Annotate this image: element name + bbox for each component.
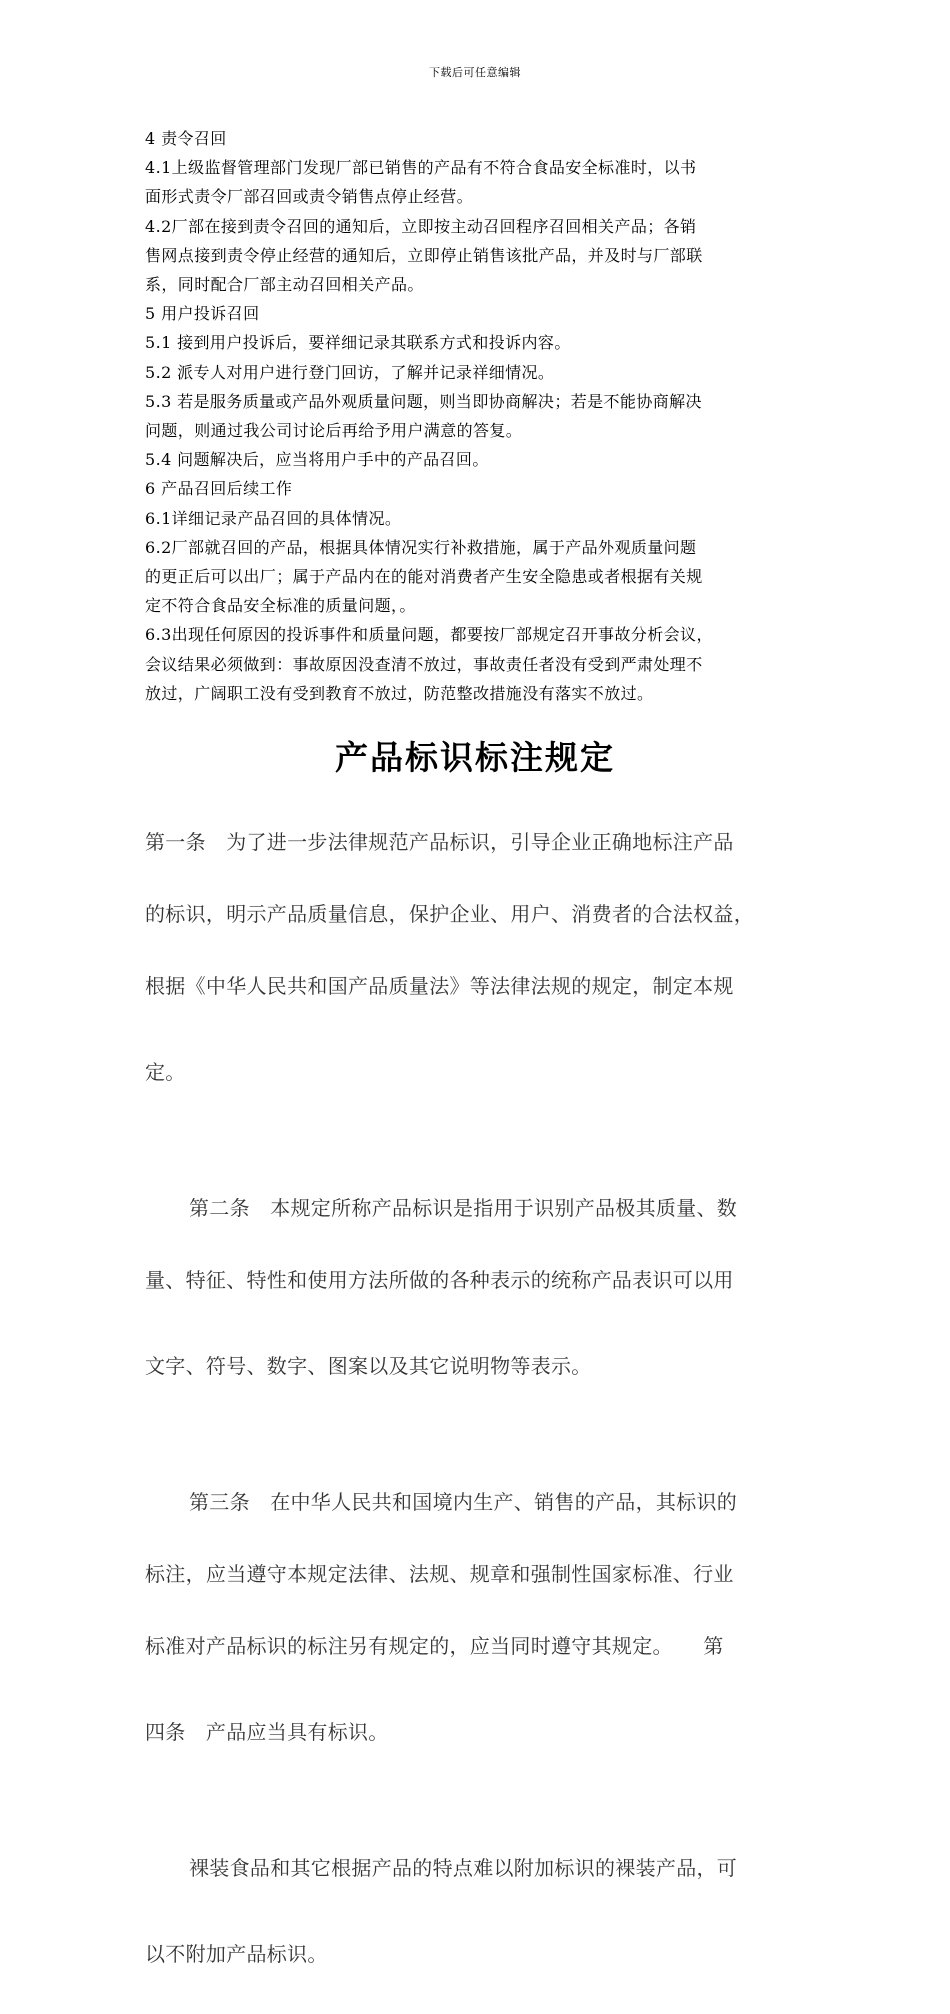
paragraph-line: 系，同时配合厂部主动召回相关产品。 [145, 275, 424, 295]
section-heading: 5 用户投诉召回 [145, 304, 260, 324]
article-line: 定。 [145, 1060, 186, 1084]
paragraph-line: 放过，广阔职工没有受到教育不放过，防范整改措施没有落实不放过。 [145, 683, 654, 703]
article-line: 根据《中华人民共和国产品质量法》等法律法规的规定，制定本规 [145, 974, 734, 998]
paragraph-line: 定不符合食品安全标准的质量问题，。 [145, 596, 416, 616]
article-line: 第一条 为了进一步法律规范产品标识，引导企业正确地标注产品 [145, 830, 734, 854]
section-heading: 6 产品召回后续工作 [145, 479, 293, 499]
article-line: 裸装食品和其它根据产品的特点难以附加标识的裸装产品，可 [189, 1856, 738, 1880]
article-line: 量、特征、特性和使用方法所做的各种表示的统称产品表识可以用 [145, 1268, 734, 1292]
paragraph-line: 6.3出现任何原因的投诉事件和质量问题，都要按厂部规定召开事故分析会议， [145, 625, 713, 645]
paragraph-line: 4.2厂部在接到责令召回的通知后，立即按主动召回程序召回相关产品；各销 [145, 216, 697, 236]
regulation-articles [145, 782, 817, 2014]
article-1 [145, 782, 817, 1132]
paragraph-line: 的更正后可以出厂；属于产品内在的能对消费者产生安全隐患或者根据有关规 [145, 567, 703, 587]
document-title: 产品标识标注规定 [335, 738, 615, 777]
paragraph-line: 面形式责令厂部召回或责令销售点停止经营。 [145, 187, 474, 207]
paragraph-line: 6.2厂部就召回的产品，根据具体情况实行补救措施，属于产品外观质量问题 [145, 537, 697, 557]
paragraph-line: 5.3 若是服务质量或产品外观质量问题，则当即协商解决；若是不能协商解决 [145, 391, 702, 411]
article-line: 第三条 在中华人民共和国境内生产、销售的产品，其标识的 [189, 1490, 738, 1514]
paragraph-line: 问题，则通过我公司讨论后再给予用户满意的答复。 [145, 421, 523, 441]
article-4 [145, 1808, 817, 2014]
section-heading: 4 责令召回 [145, 129, 227, 148]
paragraph-line: 5.2 派专人对用户进行登门回访，了解并记录祥细情况。 [145, 362, 555, 382]
paragraph-line: 会议结果必须做到：事故原因没查清不放过，事故责任者没有受到严肃处理不 [145, 654, 703, 674]
article-2 [145, 1148, 817, 1426]
paragraph-line: 售网点接到责令停止经营的通知后，立即停止销售该批产品，并及时与厂部联 [145, 245, 703, 265]
article-line: 以不附加产品标识。 [145, 1942, 328, 1966]
article-line: 标准对产品标识的标注另有规定的，应当同时遵守其规定。 第 [145, 1634, 724, 1658]
article-line: 标注，应当遵守本规定法律、法规、规章和强制性国家标准、行业 [145, 1562, 734, 1586]
article-line: 文字、符号、数字、图案以及其它说明物等表示。 [145, 1354, 592, 1378]
article-line: 四条 产品应当具有标识。 [145, 1720, 389, 1744]
article-line: 的标识，明示产品质量信息，保护企业、用户、消费者的合法权益， [145, 902, 754, 926]
article-3 [145, 1442, 817, 1792]
recall-procedure-section [145, 124, 817, 708]
article-line: 第二条 本规定所称产品标识是指用于识别产品极其质量、数 [189, 1196, 738, 1220]
paragraph-line: 5.4 问题解决后，应当将用户手中的产品召回。 [145, 450, 489, 470]
page-header-note: 下载后可任意编辑 [429, 66, 521, 79]
paragraph-line: 5.1 接到用户投诉后，要祥细记录其联系方式和投诉内容。 [145, 333, 571, 353]
paragraph-line: 6.1详细记录产品召回的具体情况。 [145, 508, 402, 528]
paragraph-line: 4.1上级监督管理部门发现厂部已销售的产品有不符合食品安全标准时，以书 [145, 158, 697, 178]
